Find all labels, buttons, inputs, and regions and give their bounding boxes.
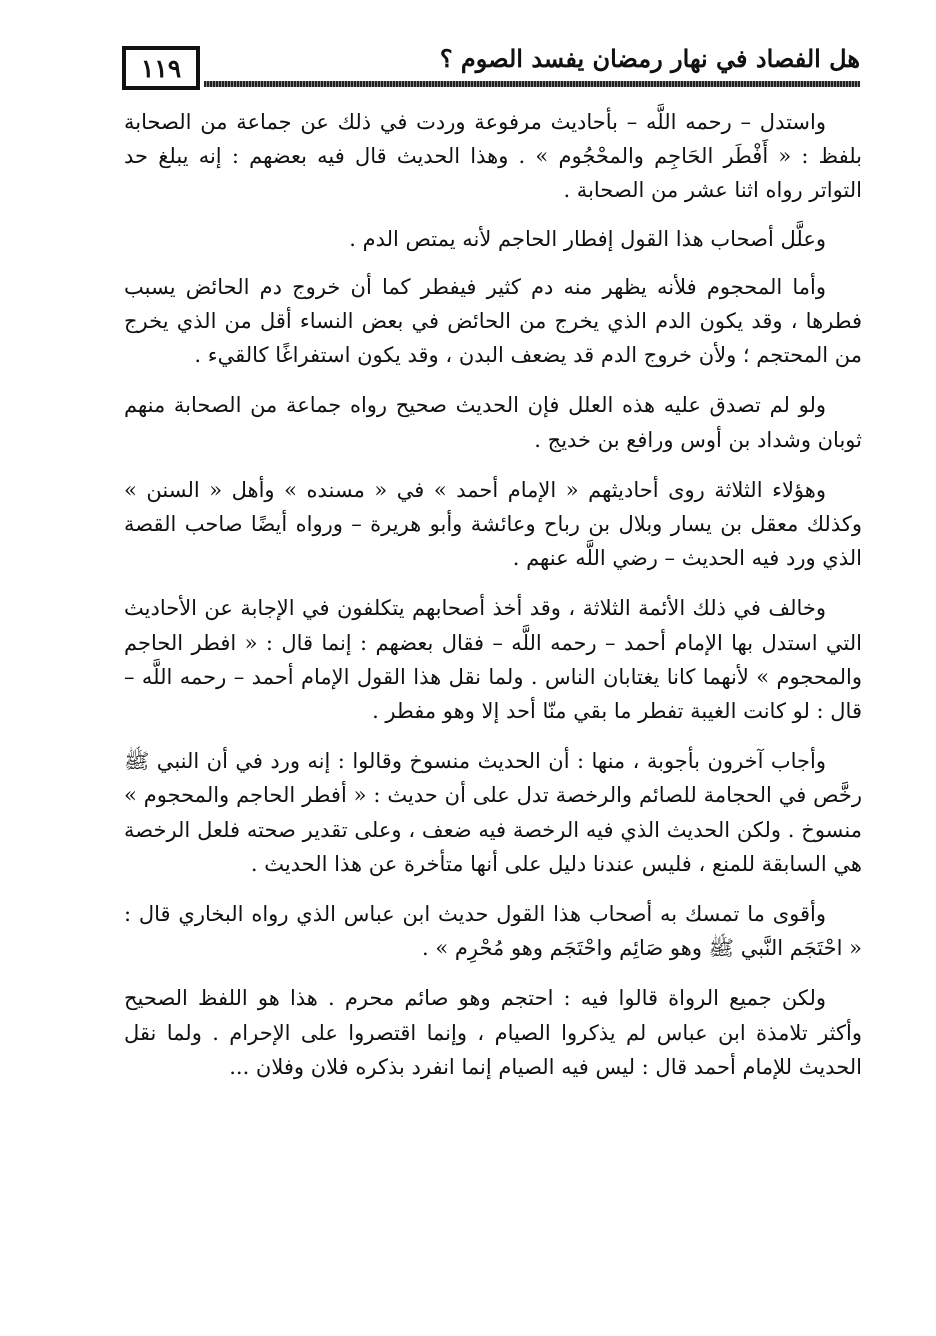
- paragraph-5: وهؤلاء الثلاثة روى أحاديثهم « الإمام أحمد » في « مسنده » وأهل « السنن » وكذلك معقل بن يسار وبلال بن رباح وعائشة وأبو هريرة – ورواه أيضًا صاحب القصة الذي ورد فيه الحديث – رضي اللَّه عنهم .: [124, 477, 862, 571]
- paragraph-9: ولكن جميع الرواة قالوا فيه : احتجم وهو صائم محرم . هذا هو اللفظ الصحيح وأكثر تلامذة ابن عباس لم يذكروا الصيام ، وإنما اقتصروا على الإحرام . ولما نقل الحديث للإمام أحمد قال : ليس فيه الصيام إنما انفرد بذكره فلان وفلان ...: [124, 986, 862, 1079]
- paragraph-4: ولو لم تصدق عليه هذه العلل فإن الحديث صحيح رواه جماعة من الصحابة منهم ثوبان وشداد بن أوس ورافع بن خديج .: [124, 393, 862, 452]
- paragraph-3: وأما المحجوم فلأنه يظهر منه دم كثير فيفطر كما أن خروج دم الحائض يسبب فطرها ، وقد يكون الدم الذي يخرج من الحائض في بعض النساء أقل من الذي يخرج من المحتجم ؛ ولأن خروج الدم قد يضعف البدن ، وقد يكون استفراغًا كالقيء .: [124, 274, 862, 368]
- body-text: [124, 105, 862, 1100]
- running-title: هل الفصاد في نهار رمضان يفسد الصوم ؟: [439, 44, 860, 73]
- paragraph-6: وخالف في ذلك الأئمة الثلاثة ، وقد أخذ أصحابهم يتكلفون في الإجابة عن الأحاديث التي استدل بها الإمام أحمد – رحمه اللَّه – فقال بعضهم : إنما قال : « افطر الحاجم والمحجوم » لأنهما كانا يغتابان الناس . ولما نقل هذا القول الإمام أحمد – رحمه اللَّه – قال : لو كانت الغيبة تفطر ما بقي منّا أحد إلا وهو مفطر .: [124, 596, 862, 724]
- paragraph-7: وأجاب آخرون بأجوبة ، منها : أن الحديث منسوخ وقالوا : إنه ورد في أن النبي ﷺ رخَّص في الحجامة للصائم والرخصة تدل على أن حديث : « أفطر الحاجم والمحجوم » منسوخ . ولكن الحديث الذي فيه الرخصة فيه ضعف ، وعلى تقدير صحته فلعل الرخصة هي السابقة للمنع ، فليس عندنا دليل على أنها متأخرة عن هذا الحديث .: [124, 749, 862, 876]
- page-number: ١١٩: [140, 53, 182, 83]
- page-number-box: [122, 46, 200, 90]
- paragraph-1: واستدل – رحمه اللَّه – بأحاديث مرفوعة وردت في ذلك عن جماعة من الصحابة بلفظ : « أَفْطَر الحَاجِم والمحْجُوم » . وهذا الحديث قال فيه بعضهم : إنه يبلغ حد التواتر رواه اثنا عشر من الصحابة .: [124, 110, 862, 203]
- page-header: [118, 40, 860, 96]
- paragraph-2: وعلَّل أصحاب هذا القول إفطار الحاجم لأنه يمتص الدم .: [349, 226, 826, 251]
- header-divider: [204, 81, 860, 87]
- paragraph-8: وأقوى ما تمسك به أصحاب هذا القول حديث ابن عباس الذي رواه البخاري قال : « احْتَجَم النَّبي ﷺ وهو صَائِم واحْتَجَم وهو مُحْرِم » .: [124, 902, 862, 961]
